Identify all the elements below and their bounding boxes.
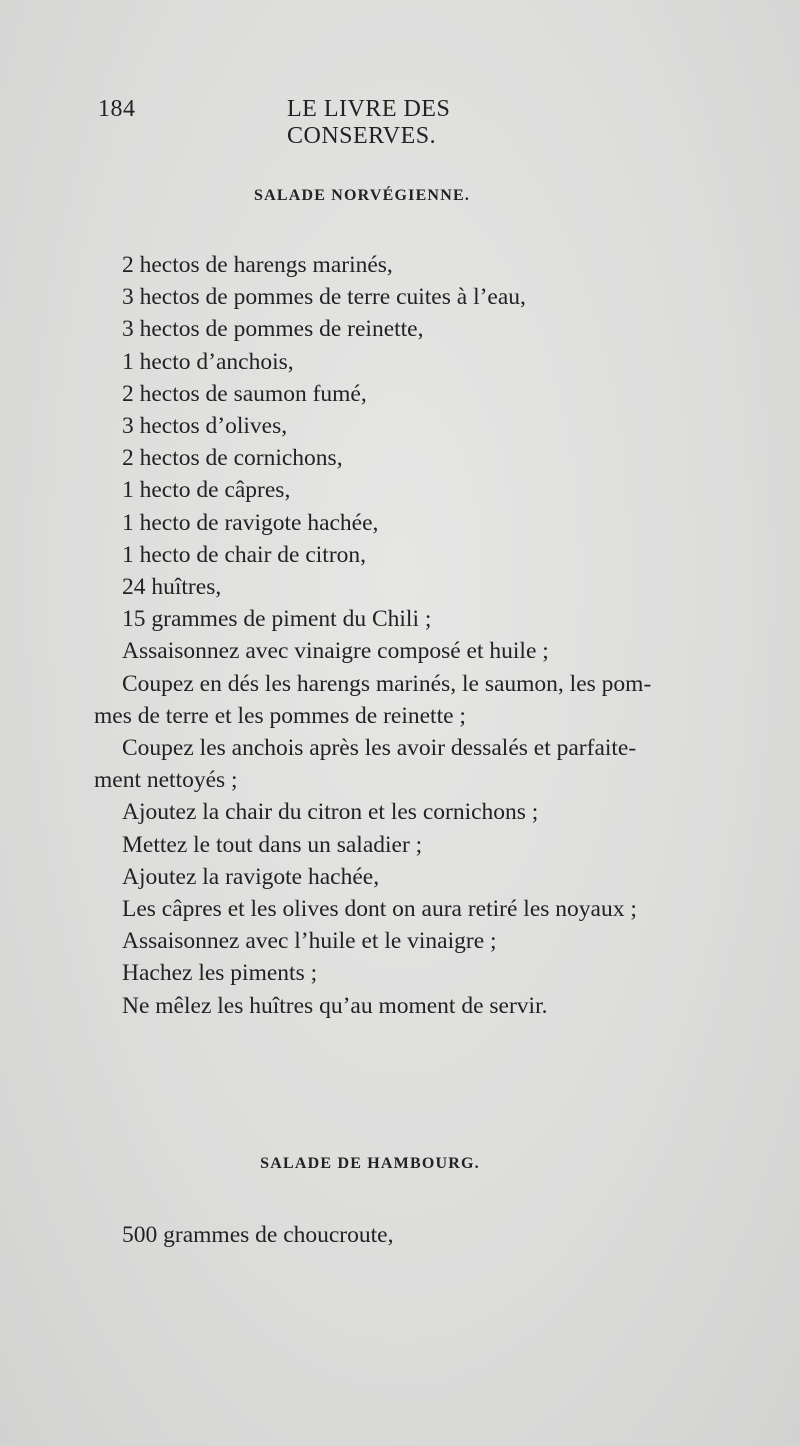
instruction-line: Mettez le tout dans un saladier ; — [122, 831, 423, 858]
instruction-line: Assaisonnez avec l’huile et le vinaigre ; — [122, 928, 497, 955]
ingredient-line: 2 hectos de harengs marinés, — [122, 252, 393, 278]
instruction-line: Coupez en dés les harengs marinés, le saumon, les pom- — [122, 670, 652, 697]
ingredient-line: 3 hectos d’olives, — [122, 413, 288, 440]
instruction-line: Ajoutez la chair du citron et les cornichons ; — [122, 799, 539, 826]
instruction-line: mes de terre et les pommes de reinette ; — [94, 702, 466, 729]
page-number: 184 — [98, 96, 136, 122]
ingredient-line: 2 hectos de cornichons, — [122, 445, 343, 472]
ingredient-line: 15 grammes de piment du Chili ; — [122, 606, 432, 633]
instruction-line: Ajoutez la ravigote hachée, — [122, 863, 380, 890]
ingredient-line: 24 huîtres, — [122, 574, 222, 601]
instruction-line: Les câpres et les olives dont on aura retiré les noyaux ; — [122, 896, 637, 923]
ingredient-line: 2 hectos de saumon fumé, — [122, 380, 367, 407]
running-title: LE LIVRE DES CONSERVES. — [287, 96, 451, 149]
ingredient-line: 1 hecto de ravigote hachée, — [122, 509, 379, 536]
ingredient-line: 1 hecto de câpres, — [122, 477, 291, 504]
ingredient-line: 500 grammes de choucroute, — [122, 1222, 394, 1248]
instruction-line: Hachez les piments ; — [122, 960, 318, 987]
recipe-body — [94, 249, 706, 1022]
section-title: SALADE NORVÉGIENNE. — [253, 187, 471, 204]
ingredient-line: 3 hectos de pommes de terre cuites à l’eau, — [122, 284, 526, 311]
ingredient-line: 1 hecto de chair de citron, — [122, 541, 367, 568]
instruction-line: Ne mêlez les huîtres qu’au moment de servir. — [122, 992, 548, 1019]
instruction-line: Coupez les anchois après les avoir dessalés et parfaite- — [122, 735, 637, 762]
instruction-line: Assaisonnez avec vinaigre composé et huile ; — [122, 638, 549, 665]
section-title: SALADE DE HAMBOURG. — [260, 1155, 480, 1172]
instruction-line: ment nettoyés ; — [94, 767, 238, 794]
running-header — [98, 96, 568, 149]
ingredient-line: 3 hectos de pommes de reinette, — [122, 316, 424, 343]
ingredient-line: 1 hecto d’anchois, — [122, 348, 294, 375]
